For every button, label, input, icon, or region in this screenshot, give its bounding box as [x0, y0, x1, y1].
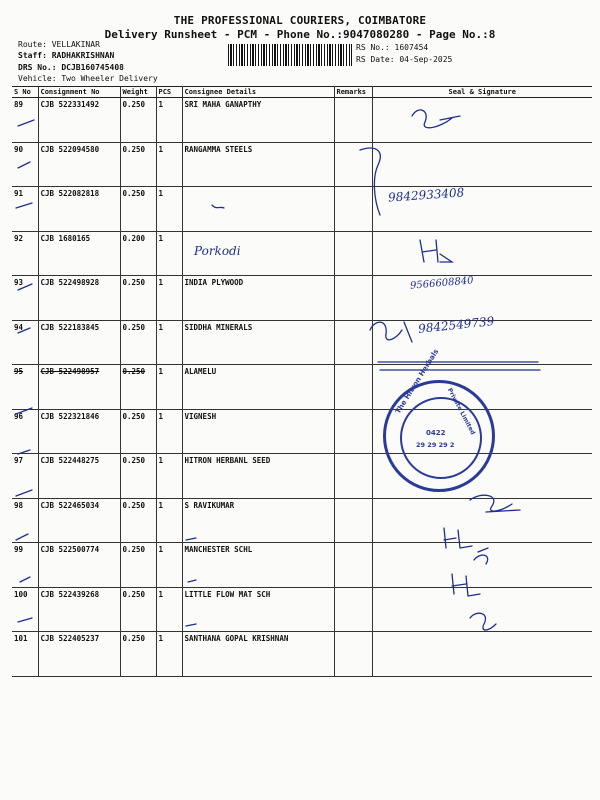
stamp-inner-ring [400, 397, 482, 479]
sno-cell: 89 [12, 98, 38, 143]
pcs-cell: 1 [156, 276, 182, 321]
consignment-cell: CJB 522183845 [38, 320, 120, 365]
signature-mark [470, 613, 496, 630]
sno-cell: 94 [12, 320, 38, 365]
sno-cell: 96 [12, 409, 38, 454]
stamp-suffix: Private Limited [445, 387, 477, 437]
consignee-cell: MANCHESTER SCHL [182, 543, 334, 588]
consignment-text: CJB 522498957 [40, 367, 100, 376]
pcs-cell: 1 [156, 365, 182, 410]
signature-mark [474, 548, 488, 564]
pcs-cell: 1 [156, 231, 182, 276]
consignment-cell: CJB 1680165 [38, 231, 120, 276]
consignee-cell: LITTLE FLOW MAT SCH [182, 587, 334, 632]
consignee-cell: ALAMELU [182, 365, 334, 410]
tick-mark [16, 203, 32, 208]
column-header: Remarks [334, 87, 372, 98]
tick-mark [18, 450, 30, 454]
consignee-cell: RANGAMMA STEELS [182, 142, 334, 187]
signature-mark [186, 538, 196, 626]
sno-cell: 101 [12, 632, 38, 677]
sno-cell: 93 [12, 276, 38, 321]
signature-mark [452, 574, 480, 596]
rs-date-label: RS Date: 04-Sep-2025 [356, 55, 453, 64]
weight-cell: 0.250 [120, 498, 156, 543]
weight-cell: 0.250 [120, 187, 156, 232]
sno-cell: 90 [12, 142, 38, 187]
sno-cell: 98 [12, 498, 38, 543]
weight-cell: 0.200 [120, 231, 156, 276]
pcs-cell: 1 [156, 320, 182, 365]
weight-cell: 0.250 [120, 142, 156, 187]
consignment-cell: CJB 522405237 [38, 632, 120, 677]
route-label: Route: VELLAKINAR [18, 40, 100, 49]
consignment-cell: CJB 522331492 [38, 98, 120, 143]
consignment-cell: CJB 522498928 [38, 276, 120, 321]
column-header: Consignee Details [182, 87, 334, 98]
sno-cell: 97 [12, 454, 38, 499]
pcs-cell: 1 [156, 142, 182, 187]
tick-mark [18, 162, 30, 168]
pcs-cell: 1 [156, 187, 182, 232]
consignment-cell: CJB 522465034 [38, 498, 120, 543]
sno-cell: 92 [12, 231, 38, 276]
column-header: Consignment No [38, 87, 120, 98]
consignment-cell: CJB 522439268 [38, 587, 120, 632]
consignment-cell: CJB 522448275 [38, 454, 120, 499]
weight-cell: 0.250 [120, 98, 156, 143]
tick-mark [16, 490, 32, 496]
consignment-cell: CJB 522500774 [38, 543, 120, 588]
handwritten-phone: 9566608840 [409, 275, 474, 292]
weight-text: 0.250 [122, 367, 146, 376]
staff-label: Staff: RADHAKRISHNAN [18, 51, 115, 60]
signature-mark [378, 362, 540, 370]
signature-mark [470, 495, 520, 512]
pcs-cell: 1 [156, 409, 182, 454]
weight-cell: 0.250 [120, 454, 156, 499]
sno-cell: 100 [12, 587, 38, 632]
tick-mark [20, 577, 30, 582]
column-header: Weight [120, 87, 156, 98]
signature-mark [412, 110, 460, 128]
consignee-cell: SRI MAHA GANAPTHY [182, 98, 334, 143]
tick-mark [18, 120, 34, 126]
pcs-cell: 1 [156, 543, 182, 588]
consignee-cell: HITRON HERBANL SEED [182, 454, 334, 499]
rs-no-label: RS No.: 1607454 [356, 43, 429, 52]
consignment-cell: CJB 522094580 [38, 142, 120, 187]
consignee-cell: SANTHANA GOPAL KRISHNAN [182, 632, 334, 677]
consignee-cell: VIGNESH [182, 409, 334, 454]
column-header: S No [12, 87, 38, 98]
pcs-cell: 1 [156, 632, 182, 677]
tick-mark [18, 284, 32, 290]
weight-cell: 0.250 [120, 587, 156, 632]
sno-cell: 99 [12, 543, 38, 588]
handwritten-phone: 9842933408 [387, 185, 465, 205]
handwritten-name: Porkodi [194, 244, 241, 258]
weight-cell: 0.250 [120, 409, 156, 454]
sno-text: 95 [14, 367, 24, 376]
consignee-cell: INDIA PLYWOOD [182, 276, 334, 321]
signature-mark [420, 240, 452, 262]
company-stamp [383, 347, 495, 492]
weight-cell: 0.250 [120, 276, 156, 321]
tick-mark [16, 534, 28, 540]
consignment-cell: CJB 522082818 [38, 187, 120, 232]
stamp-phone-2: 29 29 29 2 [416, 441, 455, 449]
weight-cell: 0.250 [120, 320, 156, 365]
pcs-cell: 1 [156, 454, 182, 499]
handwritten-phone: 9842549739 [417, 314, 495, 336]
stamp-company: The Hitron Herbals [394, 347, 441, 416]
tick-mark [18, 328, 30, 333]
tick-mark [18, 618, 32, 622]
sno-cell: 91 [12, 187, 38, 232]
consignment-cell: CJB 522321846 [38, 409, 120, 454]
vehicle-label: Vehicle: Two Wheeler Delivery [18, 74, 158, 83]
weight-cell: 0.250 [120, 632, 156, 677]
pcs-cell: 1 [156, 498, 182, 543]
consignee-cell: S RAVIKUMAR [182, 498, 334, 543]
signature-mark [370, 322, 412, 342]
drs-label: DRS No.: DCJB160745408 [18, 63, 124, 72]
signature-mark [212, 205, 224, 208]
signature-mark [444, 528, 472, 548]
column-header: Seal & Signature [372, 87, 592, 98]
company-title: THE PROFESSIONAL COURIERS, COIMBATORE [173, 14, 427, 27]
signature-mark [360, 148, 380, 215]
weight-cell: 0.250 [120, 543, 156, 588]
stamp-phone: 0422 [426, 429, 446, 437]
pcs-cell: 1 [156, 587, 182, 632]
pcs-cell: 1 [156, 98, 182, 143]
consignee-cell: SIDDHA MINERALS [182, 320, 334, 365]
tick-mark [16, 408, 32, 414]
runsheet-subtitle: Delivery Runsheet - PCM - Phone No.:9047080280 - Page No.:8 [104, 28, 496, 41]
column-header: PCS [156, 87, 182, 98]
